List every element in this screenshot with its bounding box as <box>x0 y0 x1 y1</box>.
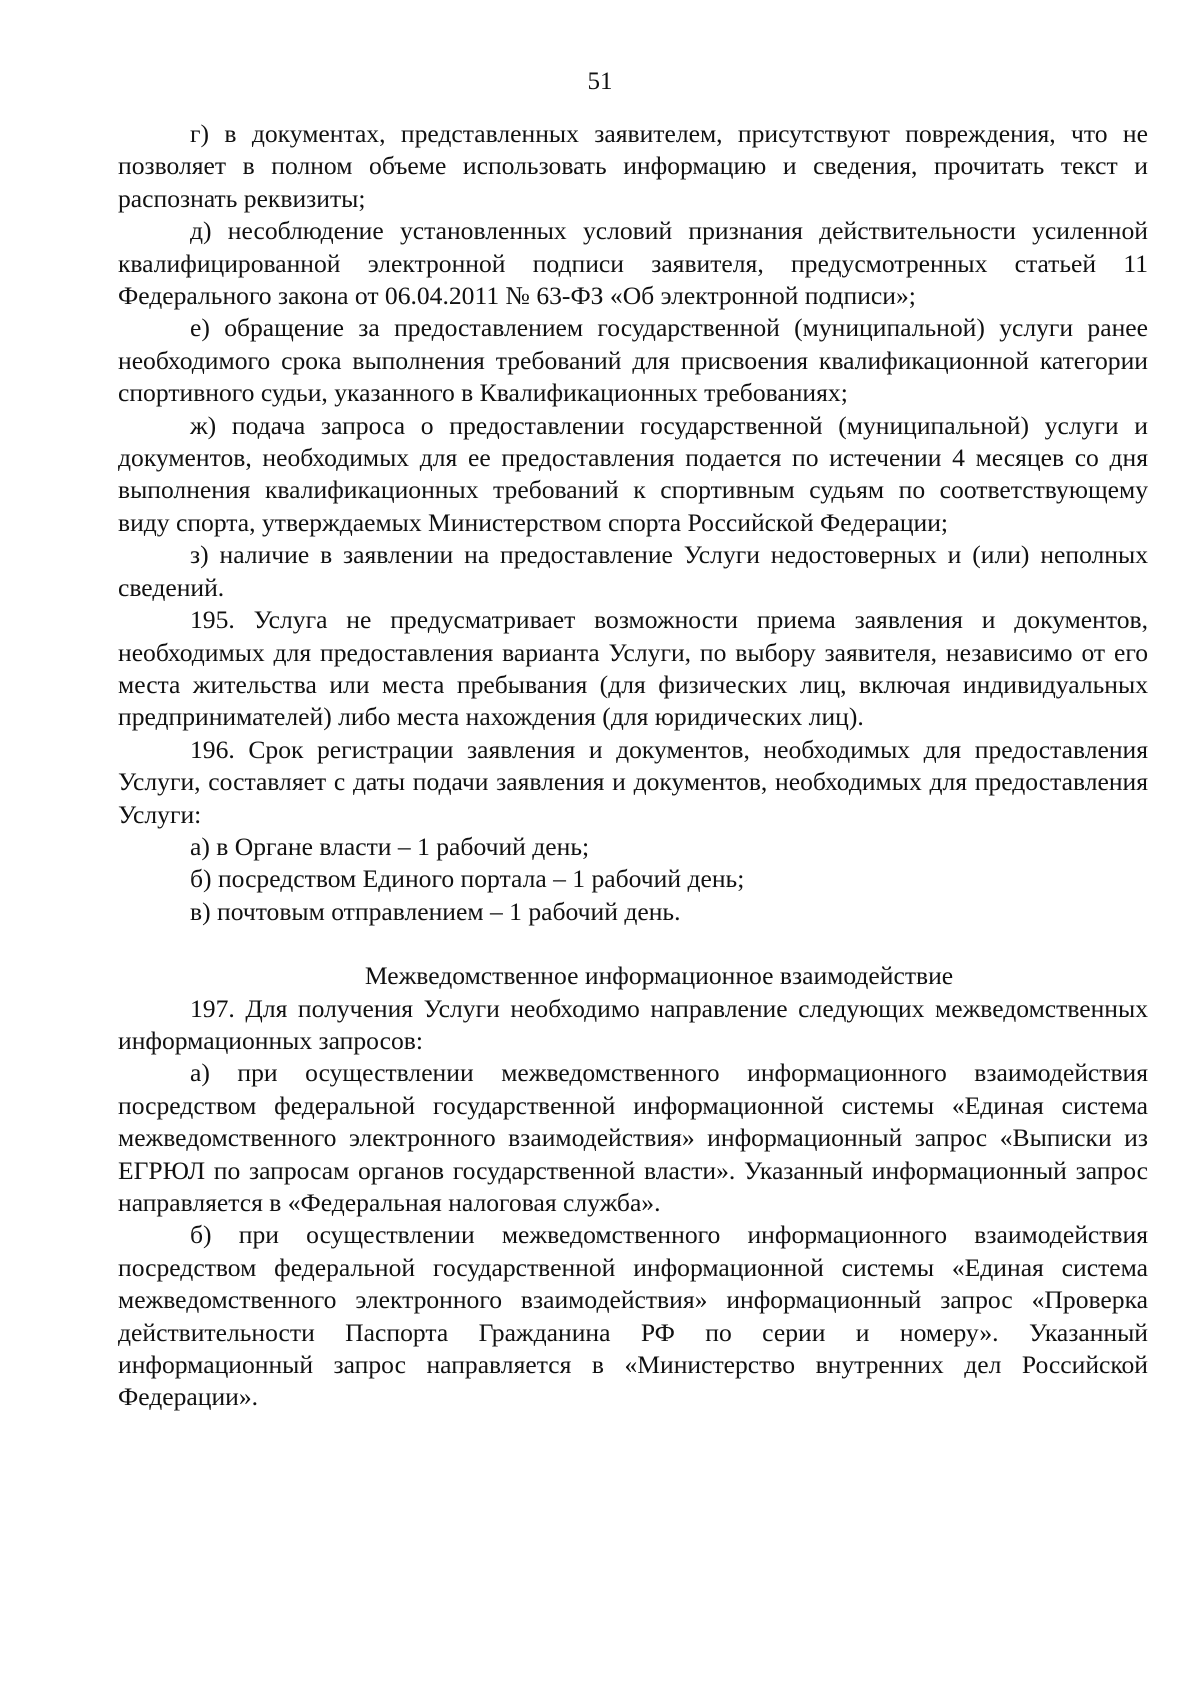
paragraph-z: з) наличие в заявлении на предоставление Услуги недостоверных и (или) неполных сведений. <box>118 540 1148 602</box>
paragraph-197: 197. Для получения Услуги необходимо направление следующих межведомственных информационных запросов: <box>118 993 1148 1055</box>
document-body <box>118 118 1148 1414</box>
page-number: 51 <box>587 68 613 95</box>
paragraph-zh: ж) подача запроса о предоставлении государственной (муниципальной) услуги и документов, необходимых для ее предоставления подается по истечении 4 месяцев со дня выполнения квалификационных требований к спортивным судьям по соответствующему виду спорта, утверждаемых Министерством спорта Российской Федерации; <box>118 410 1148 537</box>
list-item-v: в) почтовым отправлением – 1 рабочий день. <box>190 896 681 926</box>
paragraph-d: д) несоблюдение установленных условий признания действительности усиленной квалифицированной электронной подписи заявителя, предусмотренных статьей 11 Федерального закона от 06.04.2011 № 63-ФЗ «Об электронной подписи»; <box>118 216 1148 311</box>
paragraph-196: 196. Срок регистрации заявления и документов, необходимых для предоставления Услуги, составляет с даты подачи заявления и документов, необходимых для предоставления Услуги: <box>118 734 1148 829</box>
paragraph-197-a: а) при осуществлении межведомственного информационного взаимодействия посредством федеральной государственной информационной системы «Единая система межведомственного электронного взаимодействия» информационный запрос «Выписки из ЕГРЮЛ по запросам органов государственной власти». Указанный информационный запрос направляется в «Федеральная налоговая служба». <box>118 1058 1148 1217</box>
paragraph-195: 195. Услуга не предусматривает возможности приема заявления и документов, необходимых для предоставления варианта Услуги, по выбору заявителя, независимо от его места жительства или места пребывания (для физических лиц, включая индивидуальных предпринимателей) либо места нахождения (для юридических лиц). <box>118 605 1148 732</box>
paragraph-g: г) в документах, представленных заявителем, присутствуют повреждения, что не позволяет в полном объеме использовать информацию и сведения, прочитать текст и распознать реквизиты; <box>118 119 1148 213</box>
list-item-b: б) посредством Единого портала – 1 рабочий день; <box>190 864 745 894</box>
paragraph-e: е) обращение за предоставлением государственной (муниципальной) услуги ранее необходимого срока выполнения требований для присвоения квалификационной категории спортивного судьи, указанного в Квалификационных требованиях; <box>118 313 1148 408</box>
paragraph-197-b: б) при осуществлении межведомственного информационного взаимодействия посредством федеральной государственной информационной системы «Единая система межведомственного электронного взаимодействия» информационный запрос «Проверка действительности Паспорта Гражданина РФ по серии и номеру». Указанный информационный запрос направляется в «Министерство внутренних дел Российской Федерации». <box>118 1220 1148 1412</box>
list-item-a: а) в Органе власти – 1 рабочий день; <box>190 831 590 861</box>
section-heading: Межведомственное информационное взаимодействие <box>364 961 954 991</box>
